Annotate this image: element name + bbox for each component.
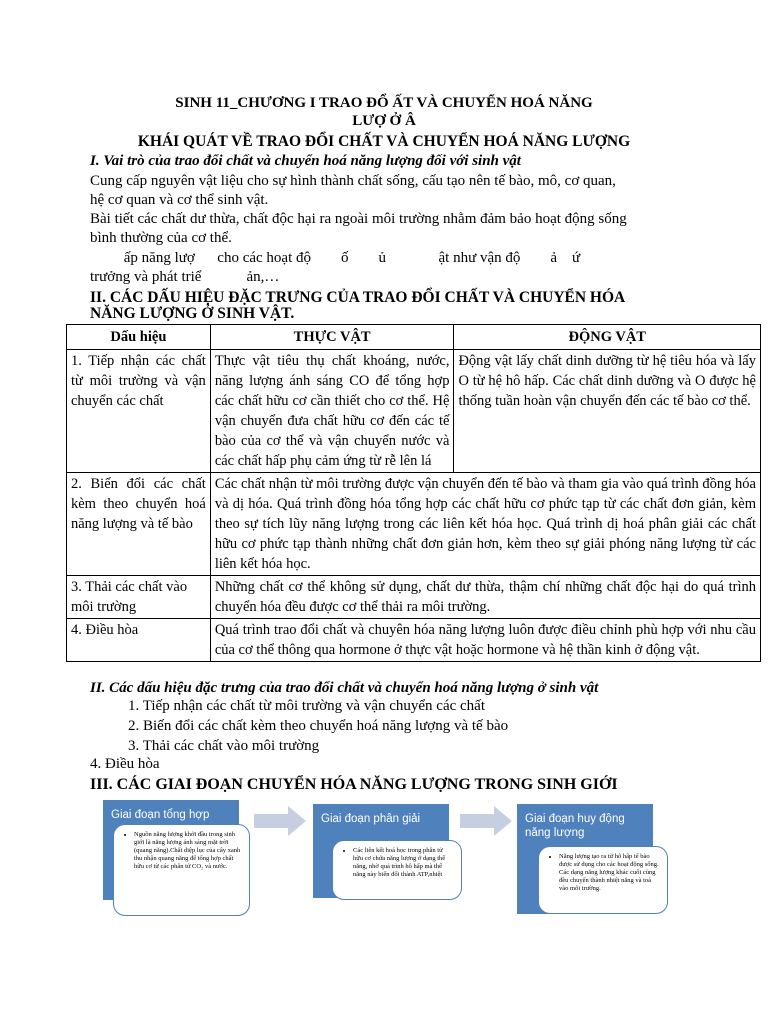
stage-3-detail xyxy=(538,846,668,914)
section-1-para-2b: bình thường của cơ thể. xyxy=(90,230,232,246)
stage-2-detail xyxy=(332,840,462,900)
section-2-heading-b: NĂNG LƯỢNG Ở SINH VẬT. xyxy=(90,305,295,322)
list-item-3: 3. Thải các chất vào môi trường xyxy=(128,738,320,754)
col-header-animal: ĐỘNG VẬT xyxy=(454,325,761,350)
table-row xyxy=(67,576,761,619)
row-3-text: Những chất cơ thể không sử dụng, chất dư thừa, thậm chí những chất độc hại do quá trình chuyển hóa đều được cơ thể thải ra môi trường. xyxy=(210,576,760,619)
row-1-sign: 1. Tiếp nhận các chất từ môi trường và vận chuyển các chất xyxy=(67,350,211,473)
row-1-plant: Thực vật tiêu thụ chất khoáng, nước, năng lượng ánh sáng CO để tổng hợp các chất hữu cơ cần thiết cho cơ thể. Hệ vận chuyển đưa chất hữu cơ đến các tế bào của cơ thể và vận chuyển nước và các chất hấp phụ cảm ứng từ rễ lên lá xyxy=(210,350,454,473)
row-3-sign: 3. Thải các chất vào môi trường xyxy=(67,576,211,619)
table-row xyxy=(67,619,761,662)
document-title: KHÁI QUÁT VỀ TRAO ĐỔI CHẤT VÀ CHUYỂN HOÁ NĂNG LƯỢNG xyxy=(137,133,631,150)
section-1-para-3a: ấp năng lượ cho các hoạt độ ố ủ ật như vận độ ả ứ xyxy=(90,250,581,266)
row-4-sign: 4. Điều hòa xyxy=(67,619,211,662)
list-item-4: 4. Điều hòa xyxy=(90,756,160,772)
header-line-1: SINH 11_CHƯƠNG I TRAO ĐỔ ẤT VÀ CHUYỂN HOÁ NĂNG xyxy=(175,95,593,111)
stage-1-text: • Nguồn năng lượng khởi đầu trong sinh giới là năng lượng ánh sáng mặt trời (quang năng).Chất diệp lục của cây xanh thu nhận quang năng để tổng hợp chất hữu cơ từ các phân tử CO₂ và nước. xyxy=(134,831,241,871)
section-1-para-1b: hệ cơ quan và cơ thể sinh vật. xyxy=(90,192,269,208)
col-header-sign: Dấu hiệu xyxy=(67,325,211,350)
stage-2-text: • Các liên kết hoá học trong phân tử hữu cơ chứa năng lượng ở dạng thế năng, nhờ quá trình hô hấp mà thế năng này biến đổi thành ATP,nhiệt xyxy=(353,847,453,879)
section-3-heading: III. CÁC GIAI ĐOẠN CHUYỂN HÓA NĂNG LƯỢNG TRONG SINH GIỚI xyxy=(90,776,618,793)
stage-3-text: • Năng lượng tạo ra từ hô hấp tế bào được sử dụng cho các hoạt động sống. Các dạng năng lượng khác cuối cùng đều chuyển thành nhiệt năng và toả vào môi trường. xyxy=(559,853,659,893)
section-1-heading: I. Vai trò của trao đổi chất và chuyển hoá năng lượng đối với sinh vật xyxy=(90,153,521,169)
arrow-right-icon xyxy=(254,806,306,836)
section-1-para-2a: Bài tiết các chất dư thừa, chất độc hại ra ngoài môi trường nhằm đảm bảo hoạt động sống xyxy=(90,211,627,227)
col-header-plant: THỰC VẬT xyxy=(210,325,454,350)
row-2-sign: 2. Biến đổi các chất kèm theo chuyển hoá năng lượng và tế bào xyxy=(67,473,211,576)
table-row xyxy=(67,473,761,576)
row-4-text: Quá trình trao đổi chất và chuyên hóa năng lượng luôn được điều chỉnh phù hợp với nhu cầu của cơ thể thông qua hormone ở thực vật hoặc hormone và hệ thần kinh ở động vật. xyxy=(210,619,760,662)
table-header-row xyxy=(67,325,761,350)
table-row xyxy=(67,350,761,473)
list-item-1: 1. Tiếp nhận các chất từ môi trường và vận chuyển các chất xyxy=(128,698,485,714)
list-item-2: 2. Biến đổi các chất kèm theo chuyển hoá năng lượng và tế bào xyxy=(128,718,509,734)
stage-1-detail xyxy=(113,824,250,916)
section-2b-heading: II. Các dấu hiệu đặc trưng của trao đổi chất và chuyển hoá năng lượng ở sinh vật xyxy=(90,680,599,696)
stage-1-title: Giai đoạn tổng hợp xyxy=(111,809,210,821)
section-2-heading-a: II. CÁC DẤU HIỆU ĐẶC TRƯNG CỦA TRAO ĐỔI CHẤT VÀ CHUYỂN HÓA xyxy=(90,289,626,306)
stage-2-title: Giai đoạn phân giải xyxy=(321,813,421,825)
stage-3-title: Giai đoạn huy động năng lượng xyxy=(525,813,625,839)
section-1-para-1a: Cung cấp nguyên vật liệu cho sự hình thành chất sống, cấu tạo nên tế bào, mô, cơ quan, xyxy=(90,173,616,189)
header-line-2: LƯỢ Ở Â xyxy=(352,113,416,129)
characteristics-table xyxy=(66,324,761,662)
arrow-right-icon xyxy=(460,806,512,836)
row-1-animal: Động vật lấy chất dinh dưỡng từ hệ tiêu hóa và lấy O từ hệ hô hấp. Các chất dinh dưỡng và O được hệ thống tuần hoàn vận chuyển đến các tế bào cơ thể. xyxy=(454,350,761,473)
section-1-para-3b: trưởng và phát triể ản,… xyxy=(90,269,280,285)
row-2-text: Các chất nhận từ môi trường được vận chuyển đến tế bào và tham gia vào quá trình đồng hóa và dị hóa. Quá trình đồng hóa tổng hợp các chất hữu cơ phức tạp từ các chất đơn giản, kèm theo sự tích lũy năng lượng trong các liên kết hóa học. Quá trình dị hoá phân giải các chất hữu cơ phức tạp thành những chất đơn giản hơn, kèm theo sự giải phóng năng lượng từ các liên kết hóa học. xyxy=(210,473,760,576)
